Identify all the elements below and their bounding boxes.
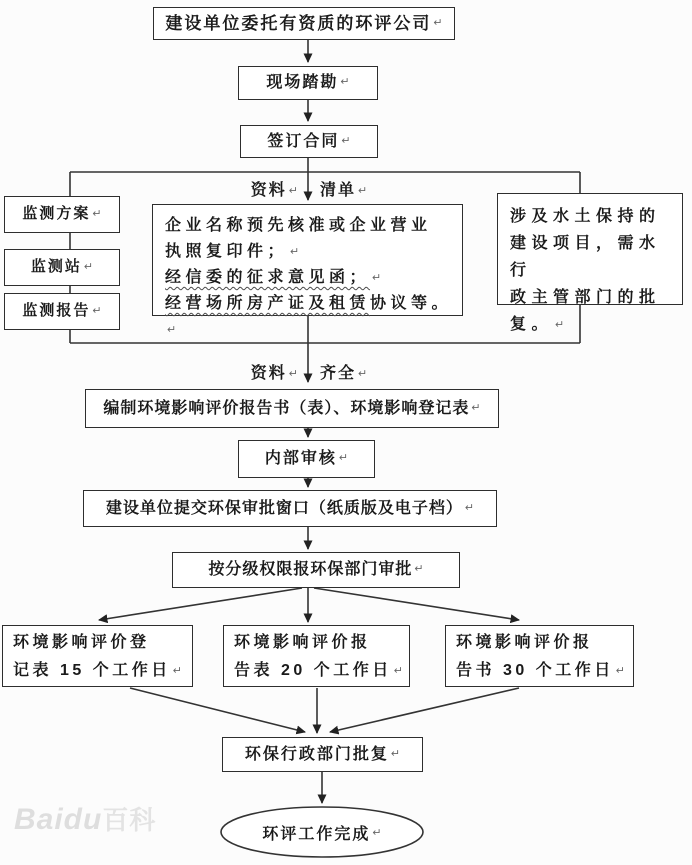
- return-mark: ↵: [414, 563, 424, 576]
- node-done-label: 环评工作完成: [262, 825, 371, 843]
- water-note-line-1: 涉及水土保持的: [510, 208, 661, 225]
- doc-line-4: 经营场所房产证及租赁协议等。↵: [165, 295, 453, 336]
- node-entrust-label: 建设单位委托有资质的环评公司: [165, 13, 432, 33]
- node-site-survey-label: 现场踏勘: [266, 74, 339, 91]
- label-list: 清单 ↵: [320, 182, 368, 199]
- return-mark: ↵: [288, 185, 298, 197]
- return-mark: ↵: [290, 246, 300, 258]
- return-mark: ↵: [464, 501, 475, 514]
- node-sign-contract-label: 签订合同: [267, 132, 340, 150]
- node-graded-approval-label: 按分级权限报环保部门审批: [208, 561, 413, 578]
- return-mark: ↵: [92, 304, 102, 317]
- return-mark: ↵: [390, 747, 401, 760]
- doc-line-1: 企业名称预先核准或企业营业: [165, 217, 432, 234]
- return-mark: ↵: [358, 185, 368, 197]
- water-note-line-4: 复。 ↵: [510, 316, 565, 333]
- return-mark: ↵: [83, 260, 94, 273]
- return-mark: ↵: [471, 401, 481, 414]
- return-mark: ↵: [372, 826, 382, 839]
- return-mark: ↵: [555, 319, 565, 331]
- node-entrust: [153, 7, 455, 40]
- water-note-line-2: 建设项目，需水行: [510, 235, 661, 279]
- water-note-line-3: 政主管部门的批: [510, 289, 661, 306]
- return-mark: ↵: [338, 452, 349, 465]
- label-ready: 齐全 ↵: [320, 365, 368, 382]
- node-register-form: 环境影响评价登 记表 15 个工作日 ↵: [2, 625, 193, 687]
- node-site-survey: [238, 66, 378, 100]
- return-mark: ↵: [615, 665, 625, 677]
- node-water-soil-note: [497, 193, 683, 333]
- return-mark: ↵: [288, 368, 298, 380]
- node-report-form: 环境影响评价报 告表 20 个工作日 ↵: [223, 625, 410, 687]
- return-mark: ↵: [372, 272, 382, 284]
- node-done: [222, 808, 422, 856]
- node-report-book: 环境影响评价报 告书 30 个工作日 ↵: [445, 625, 634, 687]
- doc-line-2: 执照复印件； ↵: [165, 243, 300, 260]
- return-mark: ↵: [167, 324, 177, 336]
- node-submit-window: [83, 490, 497, 527]
- node-monitor-plan-label: 监测方案: [22, 205, 91, 223]
- return-mark: ↵: [172, 665, 182, 677]
- node-compile-label: 编制环境影响评价报告书（表）、环境影响登记表: [103, 399, 470, 417]
- return-mark: ↵: [340, 76, 350, 89]
- return-mark: ↵: [92, 207, 102, 220]
- node-sign-contract: [240, 125, 378, 158]
- baidu-watermark: [14, 800, 156, 837]
- baidu-watermark-brand: Baidu: [14, 803, 103, 836]
- arrow-graded-to-reportbook: [314, 588, 519, 620]
- node-submit-window-label: 建设单位提交环保审批窗口（纸质版及电子档）: [105, 499, 463, 517]
- node-monitor-station: [4, 249, 120, 286]
- doc-line-3: 经信委的征求意见函； ↵: [165, 269, 382, 286]
- arrow-reportbook-to-reply: [330, 688, 519, 732]
- node-compile-report: [85, 389, 499, 428]
- arrow-graded-to-register: [99, 588, 302, 620]
- node-monitor-station-label: 监测站: [30, 258, 82, 276]
- return-mark: ↵: [341, 134, 351, 147]
- label-materials-2: 资料 ↵: [250, 365, 298, 382]
- return-mark: ↵: [393, 665, 403, 677]
- node-monitor-report-label: 监测报告: [22, 302, 91, 320]
- baidu-watermark-suffix: 百科: [102, 805, 157, 835]
- node-epa-reply: [222, 737, 423, 772]
- return-mark: ↵: [358, 368, 368, 380]
- node-document-list: [152, 204, 463, 336]
- node-epa-reply-label: 环保行政部门批复: [244, 745, 389, 763]
- node-internal-review-label: 内部审核: [264, 450, 337, 467]
- arrow-register-to-reply: [130, 688, 305, 732]
- node-monitor-report: [4, 293, 120, 330]
- node-monitor-plan: [4, 196, 120, 233]
- label-materials: 资料 ↵: [250, 182, 298, 199]
- node-internal-review: [238, 440, 375, 478]
- return-mark: ↵: [433, 16, 443, 29]
- node-graded-approval: [172, 552, 460, 588]
